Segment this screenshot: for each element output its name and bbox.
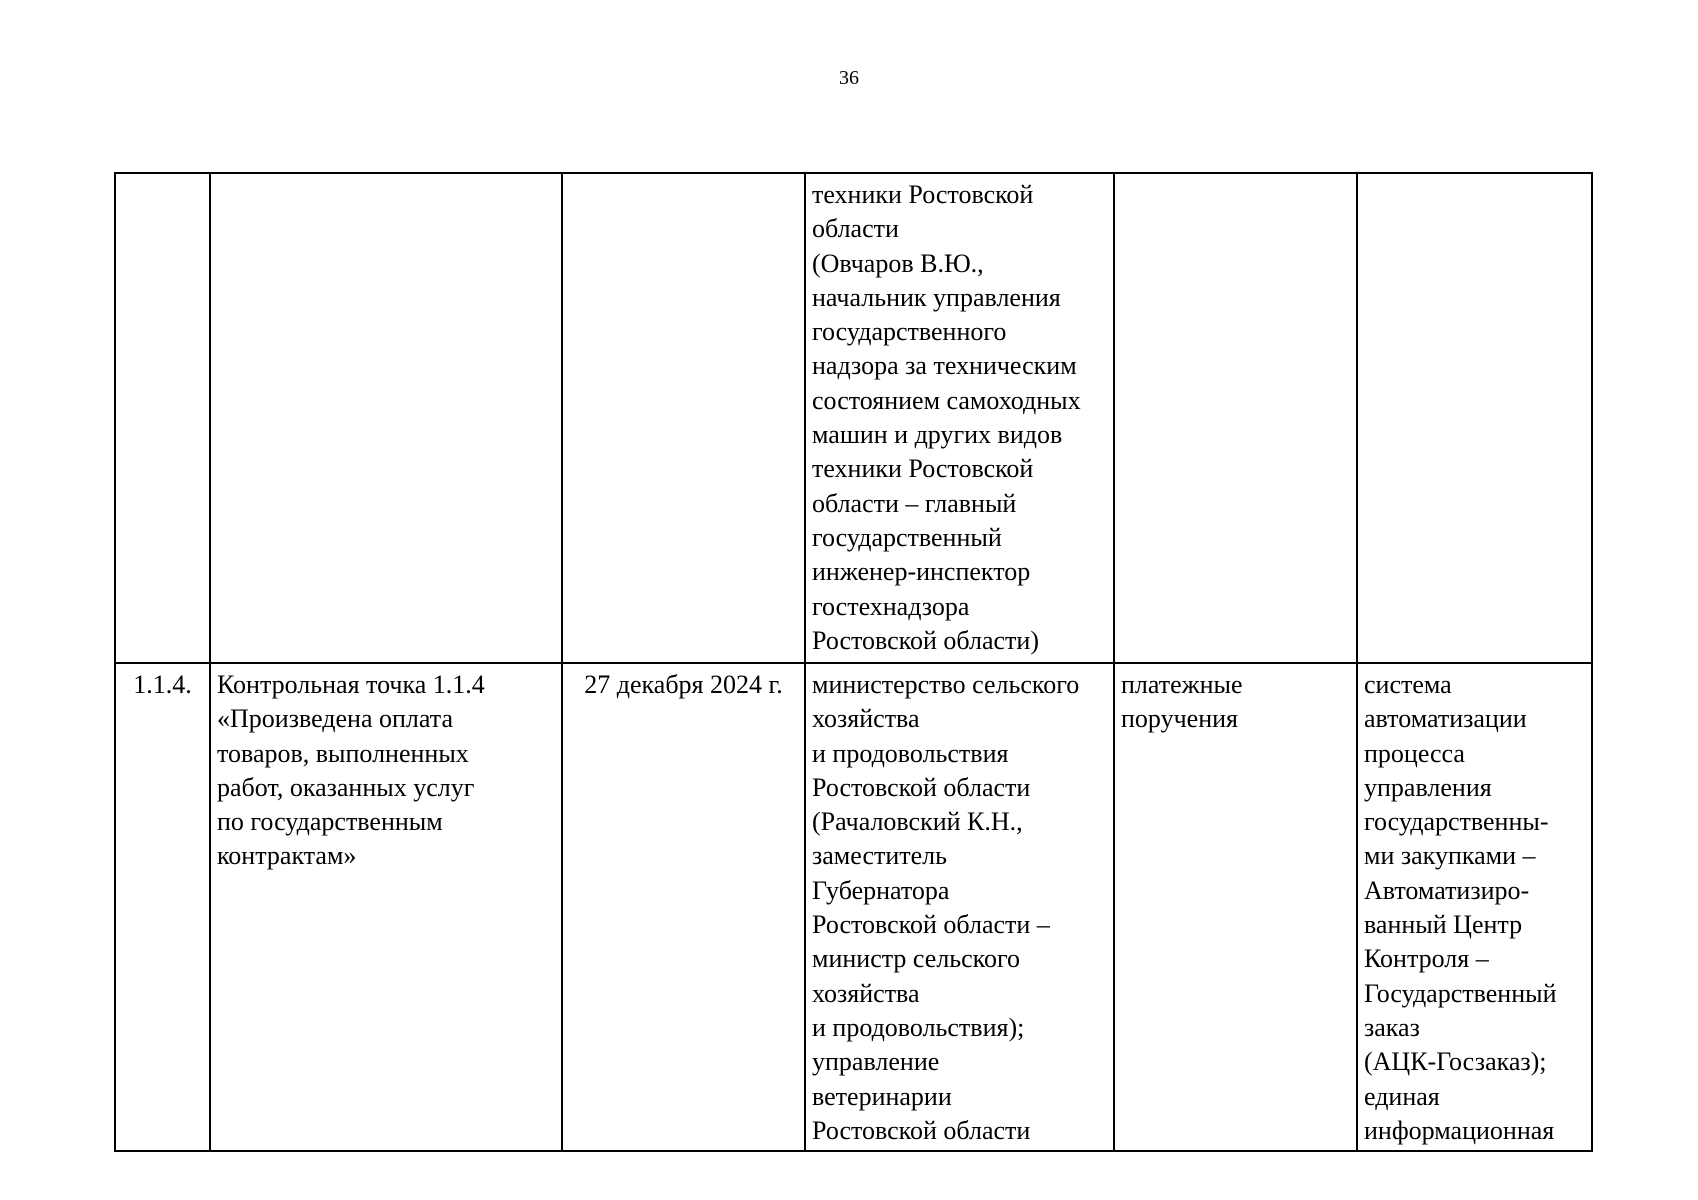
cell-event xyxy=(210,173,562,663)
cell-information-system xyxy=(1357,173,1592,663)
cell-responsible: техники Ростовской области (Овчаров В.Ю., начальник управления государственного надзора за техническим состоянием самоходных машин и других видов техники Ростовской области – главный государственный инженер-инспектор гостехнадзора Ростовской области) xyxy=(805,173,1114,663)
cell-number: 1.1.4. xyxy=(115,663,210,1151)
cell-information-system: система автоматизации процесса управления государственны- ми закупками – Автоматизиро- ванный Центр Контроля – Государственный заказ (АЦК-Госзаказ); единая информационная xyxy=(1357,663,1592,1151)
plan-table xyxy=(114,172,1593,1152)
cell-date: 27 декабря 2024 г. xyxy=(562,663,805,1151)
cell-document: платежные поручения xyxy=(1114,663,1357,1151)
cell-event: Контрольная точка 1.1.4 «Произведена оплата товаров, выполненных работ, оказанных услуг по государственным контрактам» xyxy=(210,663,562,1151)
cell-document xyxy=(1114,173,1357,663)
table-row xyxy=(115,663,1592,1151)
cell-date xyxy=(562,173,805,663)
page-number: 36 xyxy=(839,67,859,89)
cell-responsible: министерство сельского хозяйства и продовольствия Ростовской области (Рачаловский К.Н., заместитель Губернатора Ростовской области – министр сельского хозяйства и продовольствия); управление ветеринарии Ростовской области xyxy=(805,663,1114,1151)
table-row xyxy=(115,173,1592,663)
cell-number xyxy=(115,173,210,663)
